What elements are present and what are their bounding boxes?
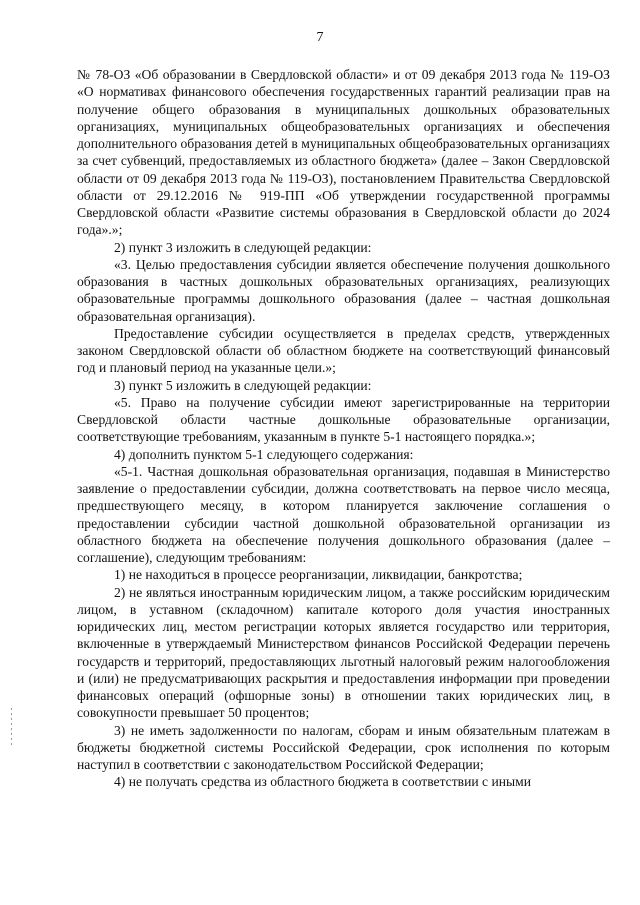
page-number: 7 [316, 30, 324, 45]
body-text [77, 66, 610, 791]
paragraph-item-3: 3) пункт 5 изложить в следующей редакции: [114, 377, 372, 393]
paragraph-requirement-2: 2) не являться иностранным юридическим лицом, а также российским юридическим лицом, в уставном (складочном) капитале которого доля участия иностранных юридических лиц, местом регистрации которых является государство или территория, включенные в утверждаемый Министерством финансов Российской Федерации перечень государств и территорий, предоставляющих льготный налоговый режим налогообложения и (или) не предусматривающих раскрытия и предоставления информации при проведении финансовых операций (офшорные зоны) в отношении таких юридических лиц, в совокупности превышает 50 процентов; [77, 584, 610, 721]
paragraph-requirement-1: 1) не находиться в процессе реорганизации, ликвидации, банкротства; [114, 567, 523, 583]
paragraph-item-4: 4) дополнить пунктом 5-1 следующего содержания: [114, 446, 414, 462]
paragraph-law-references: № 78-ОЗ «Об образовании в Свердловской области» и от 09 декабря 2013 года № 119-ОЗ «О нормативах финансового обеспечения государственных гарантий реализации прав на получение общего образования в муниципальных дошкольных образовательных организациях, муниципальных общеобразовательных организациях и обеспечения дополнительного образования детей в муниципальных общеобразовательных организациях за счет субвенций, предоставляемых из областного бюджета» (далее – Закон Свердловской области от 09 декабря 2013 года № 119-ОЗ), постановлением Правительства Свердловской области от 29.12.2016 № 919-ПП «Об утверждении государственной программы Свердловской области «Развитие системы образования в Свердловской области до 2024 года».»; [77, 67, 610, 238]
margin-dotted-mark [11, 708, 12, 746]
paragraph-item-2: 2) пункт 3 изложить в следующей редакции: [114, 239, 372, 255]
paragraph-requirement-3: 3) не иметь задолженности по налогам, сборам и иным обязательным платежам в бюджеты бюджетной системы Российской Федерации, срок исполнения по которым наступил в соответствии с законодательством Российской Федерации; [77, 722, 610, 772]
paragraph-clause-5: «5. Право на получение субсидии имеют зарегистрированные на территории Свердловской области частные дошкольные образовательные организации, соответствующие требованиям, указанным в пункте 5-1 настоящего порядка.»; [77, 394, 610, 445]
paragraph-subsidy-limits: Предоставление субсидии осуществляется в пределах средств, утвержденных законом Свердловской области об областном бюджете на соответствующий финансовый год и плановый период на указанные цели.»; [77, 325, 610, 376]
paragraph-clause-5-1: «5-1. Частная дошкольная образовательная организация, подавшая в Министерство заявление о предоставлении субсидии, должна соответствовать на первое число месяца, предшествующего месяцу, в котором планируется заключение соглашения о предоставлении субсидии частной дошкольной образовательной организации из областного бюджета на обеспечение получения дошкольного образования (далее – соглашение), следующим требованиям: [77, 463, 610, 565]
paragraph-requirement-4: 4) не получать средства из областного бюджета в соответствии с иными [114, 774, 532, 790]
paragraph-clause-3: «3. Целью предоставления субсидии является обеспечение получения дошкольного образования в частных дошкольных образовательных организациях, реализующих образовательные программы дошкольного образования (далее – частная дошкольная образовательная организация). [77, 256, 610, 324]
